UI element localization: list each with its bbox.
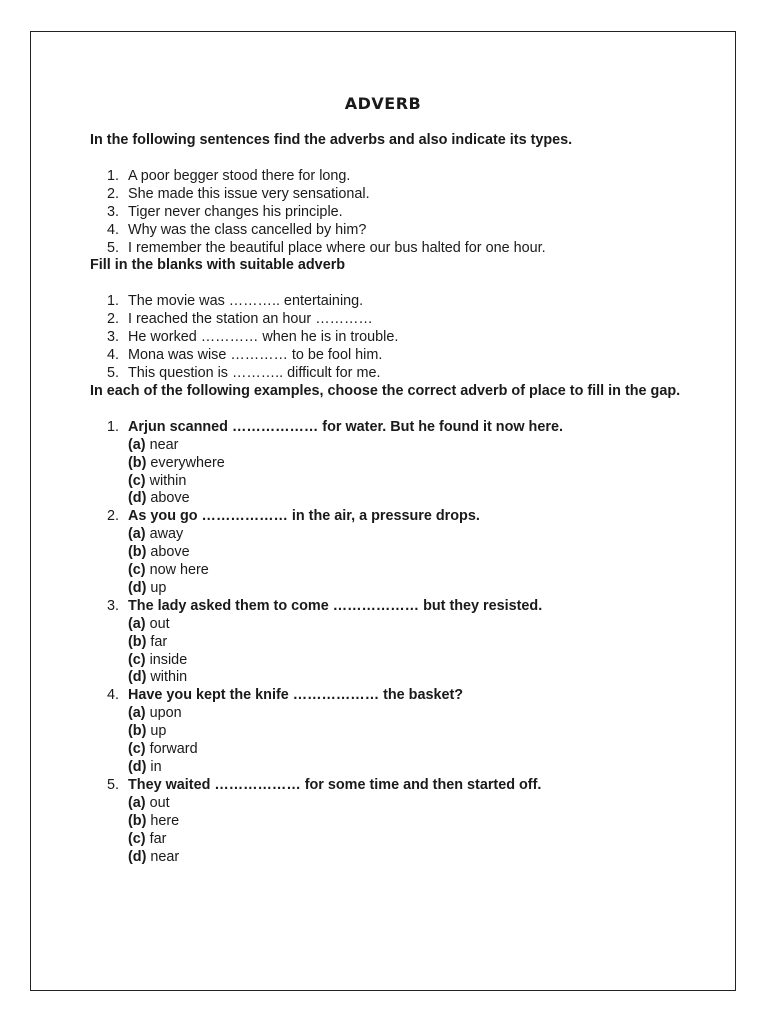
list-item: 2. I reached the station an hour ………… xyxy=(106,311,373,328)
option: (a) away xyxy=(128,526,184,543)
option: (b) far xyxy=(128,633,168,650)
page-title: ADVERB xyxy=(344,94,422,113)
section1-list xyxy=(90,168,690,258)
option: (b) up xyxy=(128,723,167,740)
question-item: 3. The lady asked them to come ……………… but they resisted. (a) out (b) far (c) inside (d) within xyxy=(90,598,690,688)
section2-list xyxy=(90,293,690,383)
worksheet-content xyxy=(90,132,690,866)
option: (a) near xyxy=(128,436,179,453)
option: (a) out xyxy=(128,615,170,632)
option: (c) now here xyxy=(128,562,209,579)
list-item: 3. Tiger never changes his principle. xyxy=(106,203,343,220)
question-item: 4. Have you kept the knife ……………… the basket? (a) upon (b) up (c) forward (d) in xyxy=(90,687,690,777)
option: (d) near xyxy=(128,848,180,865)
document-page xyxy=(30,31,736,991)
list-item: 2. She made this issue very sensational. xyxy=(106,185,370,202)
section1-heading: In the following sentences find the adverbs and also indicate its types. xyxy=(90,132,573,148)
option: (d) up xyxy=(128,579,167,596)
option: (c) far xyxy=(128,830,167,847)
list-item: 3. He worked ………… when he is in trouble. xyxy=(106,329,399,346)
question-text: They waited ……………… for some time and then started off. xyxy=(128,776,542,793)
list-item: 5. This question is ……….. difficult for me. xyxy=(106,364,381,381)
option: (a) out xyxy=(128,794,170,811)
list-item: 1. A poor begger stood there for long. xyxy=(106,167,351,184)
section2-heading: Fill in the blanks with suitable adverb xyxy=(90,257,346,274)
question-text: Arjun scanned ……………… for water. But he found it now here. xyxy=(128,418,563,435)
question-item: 2. As you go ……………… in the air, a pressure drops. (a) away (b) above (c) now here (d) up xyxy=(90,508,690,598)
list-item: 5. I remember the beautiful place where our bus halted for one hour. xyxy=(106,239,546,256)
list-item: 1. The movie was ……….. entertaining. xyxy=(106,293,364,310)
option: (b) everywhere xyxy=(128,454,225,471)
option: (d) above xyxy=(128,490,190,507)
section3-heading: In each of the following examples, choose the correct adverb of place to fill in the gap. xyxy=(90,382,681,399)
option: (b) above xyxy=(128,544,190,561)
question-text: Have you kept the knife ……………… the basket? xyxy=(128,687,464,704)
option: (b) here xyxy=(128,812,180,829)
question-item: 5. They waited ……………… for some time and then started off. (a) out (b) here (c) far (d) near xyxy=(90,777,690,867)
question-text: The lady asked them to come ……………… but they resisted. xyxy=(128,597,543,614)
section3-list xyxy=(90,419,690,867)
question-text: As you go ……………… in the air, a pressure drops. xyxy=(128,508,480,525)
list-item: 4. Why was the class cancelled by him? xyxy=(106,221,367,238)
option: (d) in xyxy=(128,759,162,775)
option: (c) inside xyxy=(128,651,188,668)
question-item: 1. Arjun scanned ……………… for water. But he found it now here. (a) near (b) everywhere (c) within (d) above xyxy=(90,419,690,509)
option: (c) within xyxy=(128,472,187,489)
option: (a) upon xyxy=(128,705,182,722)
list-item: 4. Mona was wise ………… to be fool him. xyxy=(106,347,383,364)
option: (d) within xyxy=(128,669,188,686)
option: (c) forward xyxy=(128,741,198,758)
